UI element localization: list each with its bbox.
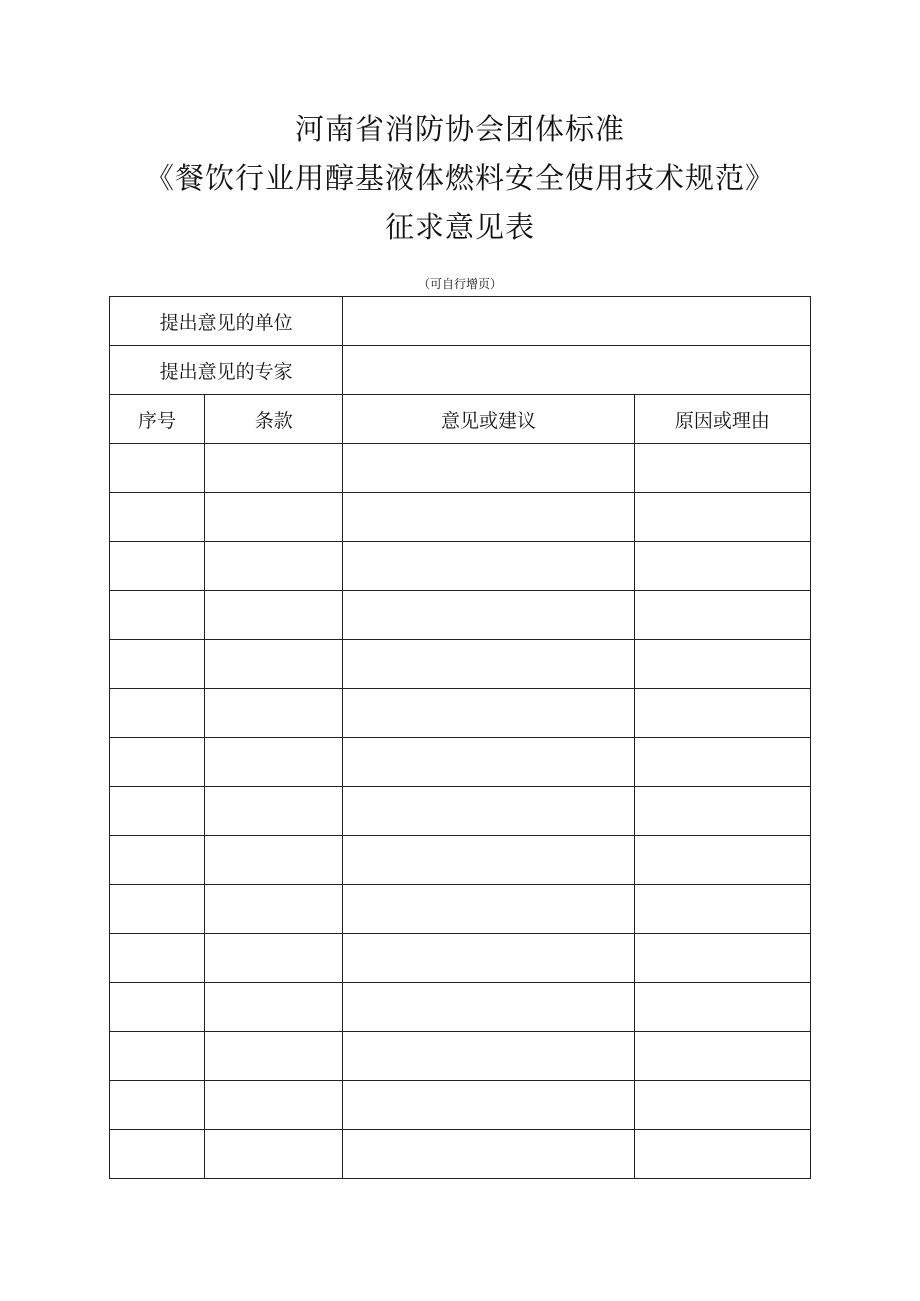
header-reason: 原因或理由 <box>634 395 810 444</box>
cell-opinion[interactable] <box>343 983 634 1032</box>
table-row <box>110 934 811 983</box>
unit-field[interactable] <box>343 297 811 346</box>
cell-clause[interactable] <box>205 493 343 542</box>
cell-seq[interactable] <box>110 836 205 885</box>
cell-clause[interactable] <box>205 640 343 689</box>
cell-seq[interactable] <box>110 689 205 738</box>
expert-field[interactable] <box>343 346 811 395</box>
cell-seq[interactable] <box>110 1081 205 1130</box>
cell-reason[interactable] <box>634 689 810 738</box>
cell-seq[interactable] <box>110 1130 205 1179</box>
table-row <box>110 689 811 738</box>
cell-opinion[interactable] <box>343 640 634 689</box>
cell-clause[interactable] <box>205 689 343 738</box>
cell-reason[interactable] <box>634 738 810 787</box>
cell-reason[interactable] <box>634 787 810 836</box>
cell-reason[interactable] <box>634 983 810 1032</box>
cell-seq[interactable] <box>110 983 205 1032</box>
cell-seq[interactable] <box>110 493 205 542</box>
table-row <box>110 885 811 934</box>
header-opinion: 意见或建议 <box>343 395 634 444</box>
table-row <box>110 542 811 591</box>
cell-opinion[interactable] <box>343 934 634 983</box>
cell-clause[interactable] <box>205 591 343 640</box>
table-row <box>110 591 811 640</box>
cell-seq[interactable] <box>110 444 205 493</box>
cell-clause[interactable] <box>205 836 343 885</box>
table-row <box>110 1130 811 1179</box>
cell-opinion[interactable] <box>343 1032 634 1081</box>
cell-opinion[interactable] <box>343 493 634 542</box>
cell-opinion[interactable] <box>343 836 634 885</box>
header-seq: 序号 <box>110 395 205 444</box>
cell-seq[interactable] <box>110 591 205 640</box>
cell-opinion[interactable] <box>343 885 634 934</box>
cell-reason[interactable] <box>634 493 810 542</box>
unit-row <box>110 297 811 346</box>
title-form-name: 征求意见表 <box>384 210 535 244</box>
cell-clause[interactable] <box>205 738 343 787</box>
table-row <box>110 836 811 885</box>
cell-clause[interactable] <box>205 1130 343 1179</box>
cell-reason[interactable] <box>634 836 810 885</box>
cell-clause[interactable] <box>205 885 343 934</box>
table-row <box>110 1081 811 1130</box>
cell-reason[interactable] <box>634 1032 810 1081</box>
cell-clause[interactable] <box>205 1032 343 1081</box>
cell-seq[interactable] <box>110 885 205 934</box>
cell-opinion[interactable] <box>343 738 634 787</box>
cell-clause[interactable] <box>205 983 343 1032</box>
table-row <box>110 493 811 542</box>
table-row <box>110 444 811 493</box>
cell-clause[interactable] <box>205 934 343 983</box>
title-standard-name: 《餐饮行业用醇基液体燃料安全使用技术规范》 <box>144 161 775 195</box>
cell-reason[interactable] <box>634 934 810 983</box>
unit-label: 提出意见的单位 <box>110 297 343 346</box>
cell-reason[interactable] <box>634 591 810 640</box>
cell-reason[interactable] <box>634 640 810 689</box>
cell-opinion[interactable] <box>343 1081 634 1130</box>
cell-reason[interactable] <box>634 885 810 934</box>
cell-seq[interactable] <box>110 787 205 836</box>
cell-opinion[interactable] <box>343 787 634 836</box>
cell-seq[interactable] <box>110 738 205 787</box>
cell-reason[interactable] <box>634 1081 810 1130</box>
cell-clause[interactable] <box>205 542 343 591</box>
cell-opinion[interactable] <box>343 542 634 591</box>
expert-row <box>110 346 811 395</box>
opinion-form-table <box>109 296 811 1179</box>
cell-opinion[interactable] <box>343 591 634 640</box>
cell-opinion[interactable] <box>343 689 634 738</box>
cell-reason[interactable] <box>634 1130 810 1179</box>
cell-seq[interactable] <box>110 640 205 689</box>
cell-clause[interactable] <box>205 1081 343 1130</box>
cell-reason[interactable] <box>634 444 810 493</box>
cell-opinion[interactable] <box>343 1130 634 1179</box>
document-title <box>0 105 920 252</box>
cell-seq[interactable] <box>110 1032 205 1081</box>
table-row <box>110 738 811 787</box>
table-header-row <box>110 395 811 444</box>
table-row <box>110 1032 811 1081</box>
table-row <box>110 640 811 689</box>
cell-seq[interactable] <box>110 934 205 983</box>
header-clause: 条款 <box>205 395 343 444</box>
cell-clause[interactable] <box>205 444 343 493</box>
cell-seq[interactable] <box>110 542 205 591</box>
cell-clause[interactable] <box>205 787 343 836</box>
expert-label: 提出意见的专家 <box>110 346 343 395</box>
table-row <box>110 787 811 836</box>
cell-reason[interactable] <box>634 542 810 591</box>
add-pages-note: （可自行增页） <box>417 277 502 291</box>
title-organization: 河南省消防协会团体标准 <box>294 112 625 146</box>
table-row <box>110 983 811 1032</box>
cell-opinion[interactable] <box>343 444 634 493</box>
